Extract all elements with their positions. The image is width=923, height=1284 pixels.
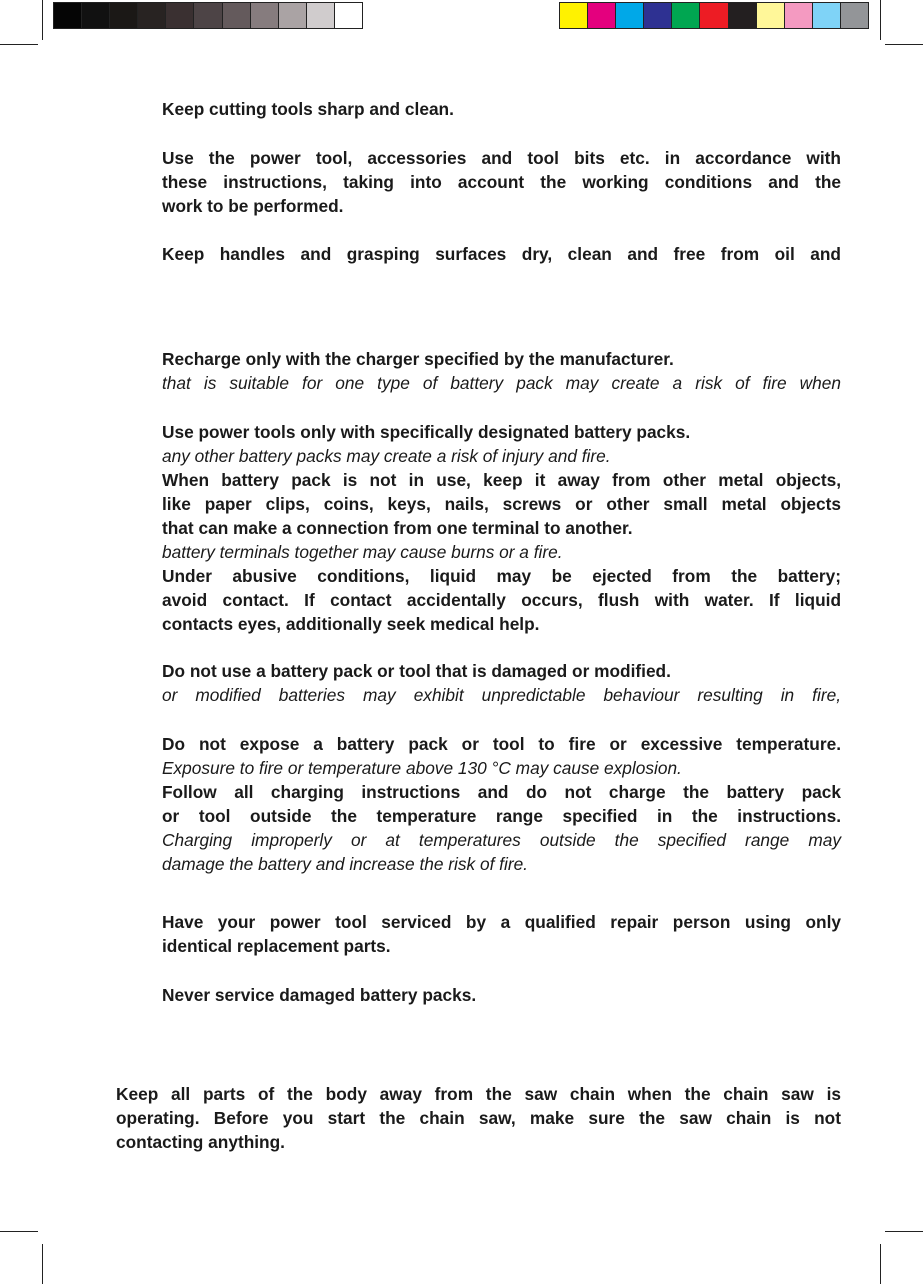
text-line: that can make a connection from one terminal to another.	[162, 518, 633, 538]
safety-paragraph	[162, 242, 841, 266]
text-line: avoid contact. If contact accidentally occurs, flush with water. If liquid	[162, 590, 841, 610]
safety-paragraph	[162, 659, 841, 707]
safety-paragraph	[162, 732, 841, 780]
text-line: damage the battery and increase the risk of fire.	[162, 854, 528, 874]
text-line: Follow all charging instructions and do not charge the battery pack	[162, 782, 841, 802]
text-line: Charging improperly or at temperatures outside the specified range may	[162, 830, 841, 850]
text-line: Keep all parts of the body away from the saw chain when the chain saw is	[116, 1084, 841, 1104]
text-line: contacting anything.	[116, 1132, 285, 1152]
text-line: Keep cutting tools sharp and clean.	[162, 99, 454, 119]
text-line: operating. Before you start the chain saw, make sure the saw chain is not	[116, 1108, 841, 1128]
text-line: like paper clips, coins, keys, nails, screws or other small metal objects	[162, 494, 841, 514]
text-line: Never service damaged battery packs.	[162, 985, 477, 1005]
text-line: any other battery packs may create a risk of injury and fire.	[162, 446, 611, 466]
text-line: these instructions, taking into account the working conditions and the	[162, 172, 841, 192]
text-line: Use the power tool, accessories and tool bits etc. in accordance with	[162, 148, 841, 168]
text-line: Recharge only with the charger specified by the manufacturer.	[162, 349, 674, 369]
text-line: identical replacement parts.	[162, 936, 391, 956]
safety-paragraph	[162, 910, 841, 958]
text-line: When battery pack is not in use, keep it away from other metal objects,	[162, 470, 841, 490]
text-line: Have your power tool serviced by a qualified repair person using only	[162, 912, 841, 932]
safety-paragraph	[162, 983, 841, 1007]
text-line: work to be performed.	[162, 196, 344, 216]
text-line: Do not expose a battery pack or tool to fire or excessive temperature.	[162, 734, 841, 754]
safety-paragraph	[162, 780, 841, 876]
safety-paragraph	[162, 564, 841, 636]
safety-paragraph	[162, 146, 841, 218]
text-line: that is suitable for one type of battery pack may create a risk of fire when	[162, 373, 841, 393]
safety-paragraph	[162, 420, 841, 468]
text-line: Exposure to fire or temperature above 130 °C may cause explosion.	[162, 758, 682, 778]
safety-paragraph	[162, 347, 841, 395]
safety-paragraph	[162, 468, 841, 564]
safety-paragraph	[162, 97, 841, 121]
text-line: or tool outside the temperature range specified in the instructions.	[162, 806, 841, 826]
text-line: contacts eyes, additionally seek medical help.	[162, 614, 540, 634]
text-line: Do not use a battery pack or tool that is damaged or modified.	[162, 661, 671, 681]
safety-paragraph	[116, 1082, 841, 1154]
text-line: Keep handles and grasping surfaces dry, clean and free from oil and	[162, 244, 841, 264]
text-line: or modified batteries may exhibit unpredictable behaviour resulting in fire,	[162, 685, 841, 705]
text-line: Use power tools only with specifically designated battery packs.	[162, 422, 691, 442]
text-line: battery terminals together may cause burns or a fire.	[162, 542, 563, 562]
text-line: Under abusive conditions, liquid may be ejected from the battery;	[162, 566, 841, 586]
